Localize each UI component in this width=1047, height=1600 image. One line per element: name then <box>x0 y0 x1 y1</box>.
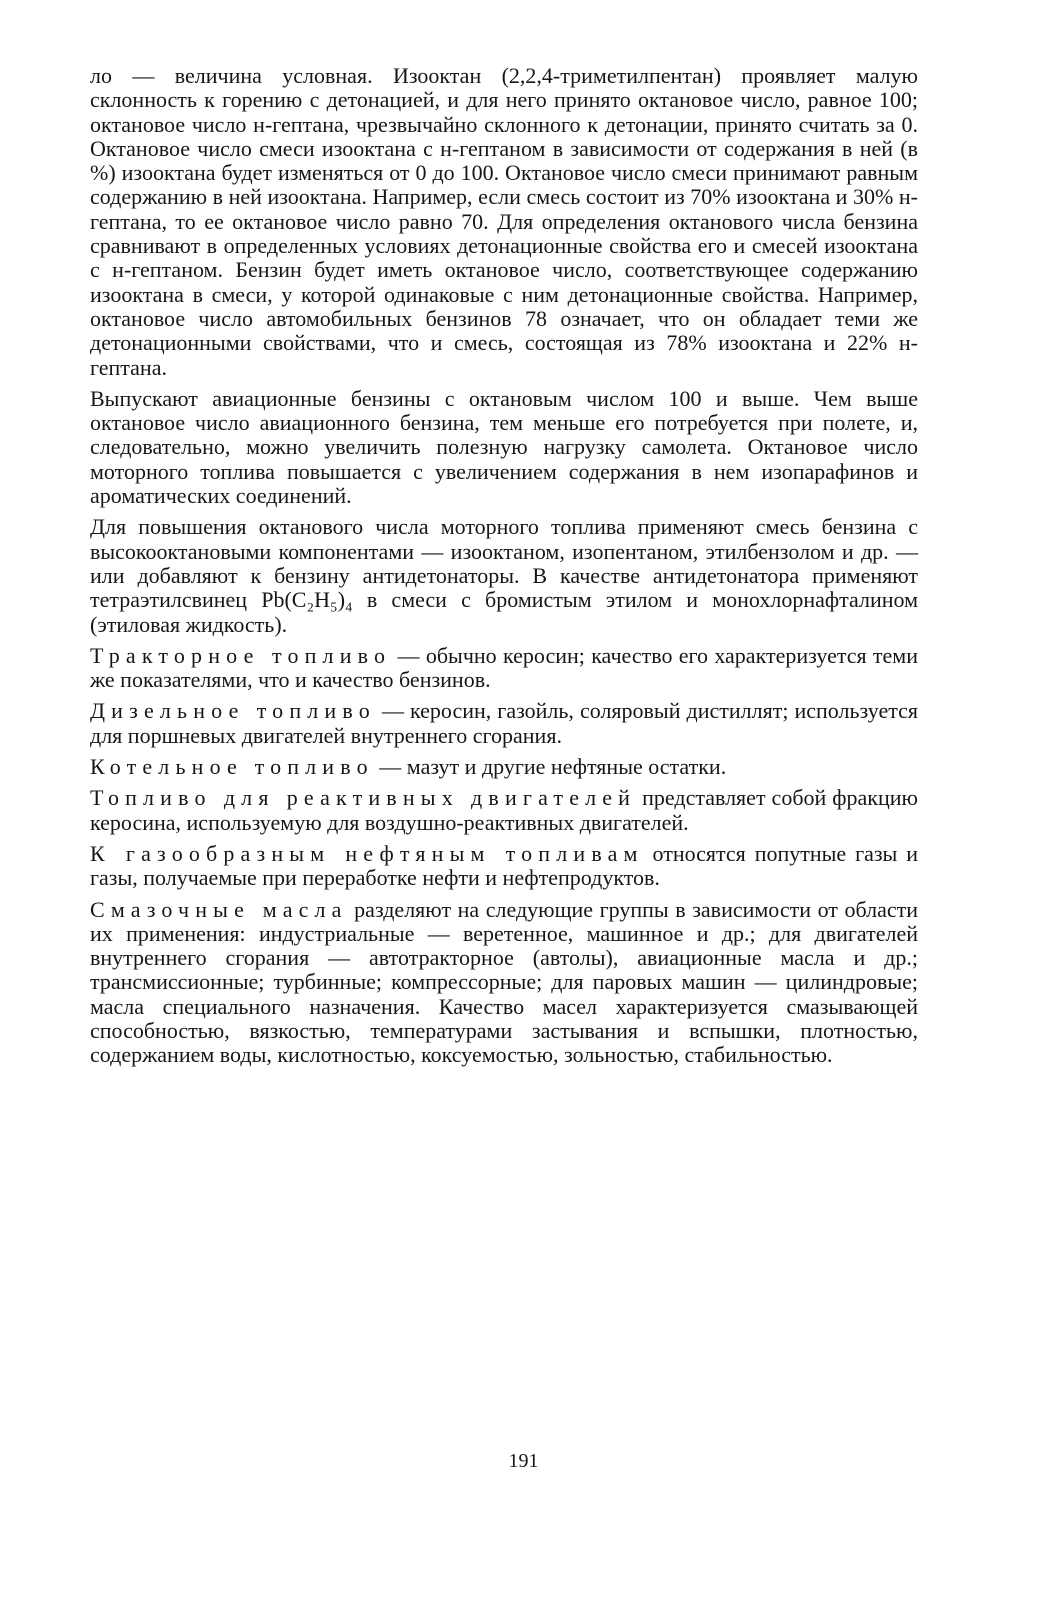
paragraph-text: — обычно керосин; качество его характеризуется теми же показателями, что и качество бензинов. <box>90 642 918 693</box>
term-heading: К газообразным нефтяным топливам <box>90 840 644 866</box>
paragraph-lubricating-oils <box>90 898 918 1068</box>
term-heading: Смазочные масла <box>90 896 348 922</box>
paragraph-text: представляет собой фракцию керосина, используемую для воздушно-реактивных двигателей. <box>90 785 918 835</box>
term-heading: Тракторное топливо <box>90 642 392 668</box>
paragraph-text: — мазут и другие нефтяные остатки. <box>373 754 727 780</box>
paragraph-antiknock <box>90 515 918 636</box>
paragraph-text: разделяют на следующие группы в зависимости от области их применения: индустриальные — веретенное, машинное и др.; для двигателей внутреннего сгорания — автотракторное (автолы), авиационные масла и др.; трансмиссионные; турбинные; компрессорные; для паровых машин — цилиндровые; масла специального назначения. Качество масел характеризуется смазывающей способностью, вязкостью, температурами застывания и вспышки, плотностью, содержанием воды, кислотностью, коксуемостью, зольностью, стабильностью. <box>90 896 919 1068</box>
paragraph-octane-number <box>90 64 918 380</box>
page-number: 191 <box>508 1450 539 1472</box>
paragraph-text: ло — величина условная. Изооктан (2,2,4-триметилпентан) проявляет малую склонность к горению с детонацией, и для него принято октановое число, равное 100; октановое число н-гептана, чрезвычайно склонного к детонации, принято считать за 0. Октановое число смеси изооктана с н-гептаном в зависимости от содержания в ней (в %) изооктана будет изменяться от 0 до 100. Октановое число смеси принимают равным содержанию в ней изооктана. Например, если смесь состоит из 70% изооктана и 30% н-гептана, то ее октановое число равно 70. Для определения октанового числа бензина сравнивают в определенных условиях детонационные свойства его и смесей изооктана с н-гептаном. Бензин будет иметь октановое число, соответствующее содержанию изооктана в смеси, у которой одинаковые с ним детонационные свойства. Например, октановое число автомобильных бензинов 78 означает, что он обладает теми же детонационными свойствами, что и смесь, состоящая из 78% изооктана и 22% н-гептана. <box>90 63 918 380</box>
term-heading: Топливо для реактивных двигателей <box>90 785 637 811</box>
paragraph-aviation-gasoline <box>90 387 918 508</box>
paragraph-text: Для повышения октанового числа моторного топлива применяют смесь бензина с высокооктановыми компонентами — изооктаном, изопентаном, этилбензолом и др. — или добавляют к бензину антидетонаторы. В качестве антидетонатора применяют тетраэтилсвинец Pb(C₂H₅)₄ в смеси с бромистым этилом и монохлорнафталином (этиловая жидкость). <box>90 514 918 637</box>
paragraph-text: Выпускают авиационные бензины с октановым числом 100 и выше. Чем выше октановое число авиационного бензина, тем меньше его потребуется при полете, и, следовательно, можно увеличить полезную нагрузку самолета. Октановое число моторного топлива повышается с увеличением содержания в нем изопарафинов и ароматических соединений. <box>90 385 918 509</box>
paragraph-jet-fuel <box>90 786 918 835</box>
term-heading: Дизельное топливо <box>90 698 376 724</box>
paragraph-gaseous-fuels <box>90 842 918 891</box>
paragraph-text: — керосин, газойль, соляровый дистиллят; используется для поршневых двигателей внутреннего сгорания. <box>90 698 918 748</box>
paragraph-tractor-fuel <box>90 644 918 693</box>
paragraph-boiler-fuel <box>90 755 918 779</box>
paragraph-diesel-fuel <box>90 699 918 748</box>
page-body <box>90 64 918 1544</box>
paragraph-text: относятся попутные газы и газы, получаемые при переработке нефти и нефтепродуктов. <box>90 840 919 891</box>
term-heading: Котельное топливо <box>90 754 374 780</box>
